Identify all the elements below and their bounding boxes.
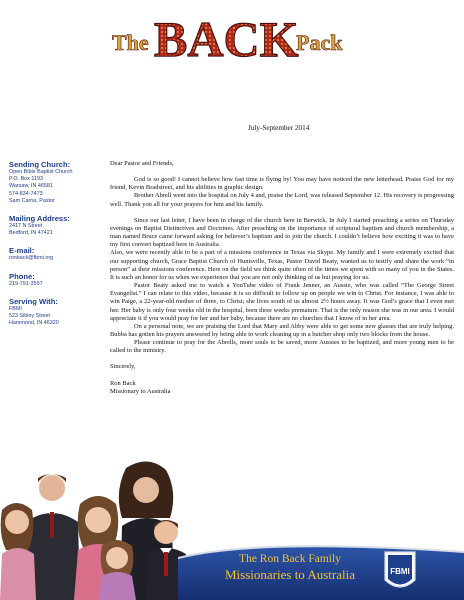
sending-church-heading: Sending Church:	[9, 160, 71, 169]
letter-paragraph: Pastor Beaty asked me to watch a YouTube video of Frank Jenner, an Aussie, who was called “The George Street Evangelist.” I can relate to this video, because it is so difficult to follow up on people we win to Christ. For instance, I was able to win Paige, a 22-year-old mother of three, to Christ; she lives south of us almost 2½ hours away. It was God’s grace that I even met her. Her baby is only four weeks old in the hospital, born three weeks premature. That is the only reason she was in our area. I would appreciate it if you would pray for her and her baby, because there are no churches that I know of in her area.	[110, 282, 454, 322]
mailing-address-line: 2417 N Street	[9, 223, 43, 230]
email-address-link[interactable]: ronback@fbmi.org	[9, 255, 54, 262]
back-pack-logo	[100, 6, 364, 68]
logo-back-text: BACK	[154, 11, 299, 67]
fbmi-badge-icon	[383, 550, 417, 594]
serving-with-line: 523 Sibley Street	[9, 313, 51, 320]
letter-body	[110, 160, 454, 396]
sending-church-line: Warsaw, IN 46581	[9, 183, 53, 190]
letter-paragraph: Brother Abrell went into the hospital on July 4 and, praise the Lord, was released September 12. His recovery is progressing well. Thank you all for your prayers for him and his family.	[110, 192, 454, 208]
serving-with-heading: Serving With:	[9, 296, 58, 306]
letter-paragraph: God is so good! I cannot believe how fast time is flying by! You may have noticed the new letterhead. Praise God for my friend, Kevin Bradstreet, and his abilities in graphic design.	[110, 176, 454, 192]
signature-title: Missionary to Australia	[110, 387, 171, 395]
banner-missionaries: Missionaries to Australia	[225, 567, 355, 582]
banner-text	[200, 551, 380, 583]
letter-closing: Sincerely,	[110, 363, 136, 371]
sending-church-line: Open Bible Baptist Church	[9, 169, 73, 175]
logo-pack-text: Pack	[296, 30, 343, 55]
letter-paragraph: Please continue to pray for the Abrells, more souls to be saved, more Aussies to be baptized, and more young men to be called to the ministry.	[110, 339, 454, 355]
fbmi-badge-text: FBMI	[390, 567, 410, 576]
email-heading: E-mail:	[9, 246, 35, 256]
phone-number: 219-791-3597	[9, 280, 43, 287]
mailing-address-line: Bedford, IN 47421	[9, 230, 53, 237]
letter-greeting: Dear Pastor and Friends,	[110, 160, 174, 167]
signature-name: Ron Back	[110, 379, 136, 387]
sending-church-line: Sam Carna, Pastor	[9, 197, 55, 204]
mailing-address-heading: Mailing Address:	[9, 214, 70, 224]
logo-the-text: The	[112, 30, 149, 55]
letter-paragraph: Since our last letter, I have been in charge of the church here in Berwick. In July I started preaching a series on Thursday evenings on Baptist Distinctives and Doctrines. After preaching on the importance of scriptural baptism and church membership, a man named Bruce came forward asking for believer’s baptism and to join the church. I couldn’t believe how exciting it was to have my first convert baptized here in Australia.	[110, 216, 454, 249]
contact-sidebar	[9, 160, 109, 327]
letter-paragraph: Also, we were recently able to be a part of a missions conference in Texas via Skype. My family and I were extremely excited that our supporting church, Grace Baptist Church of Huntsville, Texas, Pastor David Beaty, wanted us to testify and share the work “in person” at their missions conference. Here on the field we think quite often of the times we spent with so many of you in the States. It is such an honor for us when we experience that you are not only thinking of us but praying for us.	[110, 249, 454, 281]
banner-family-name: The Ron Back Family	[239, 553, 341, 565]
serving-with-line: FBMI	[9, 305, 22, 312]
sending-church-line: P.O. Box 1193	[9, 176, 43, 183]
letter-date: July-September 2014	[248, 124, 310, 132]
phone-heading: Phone:	[9, 271, 35, 281]
letter-paragraph: On a personal note, we are praising the Lord that Mary and Abby were able to get some new glasses that are truly helping. Bubba has gotten his prayers answered by being able to work cleaning up in a butcher shop only two blocks from the house.	[110, 322, 454, 338]
serving-with-line: Hammond, IN 46320	[9, 320, 59, 327]
sending-church-line: 574-834-7473	[9, 190, 43, 197]
